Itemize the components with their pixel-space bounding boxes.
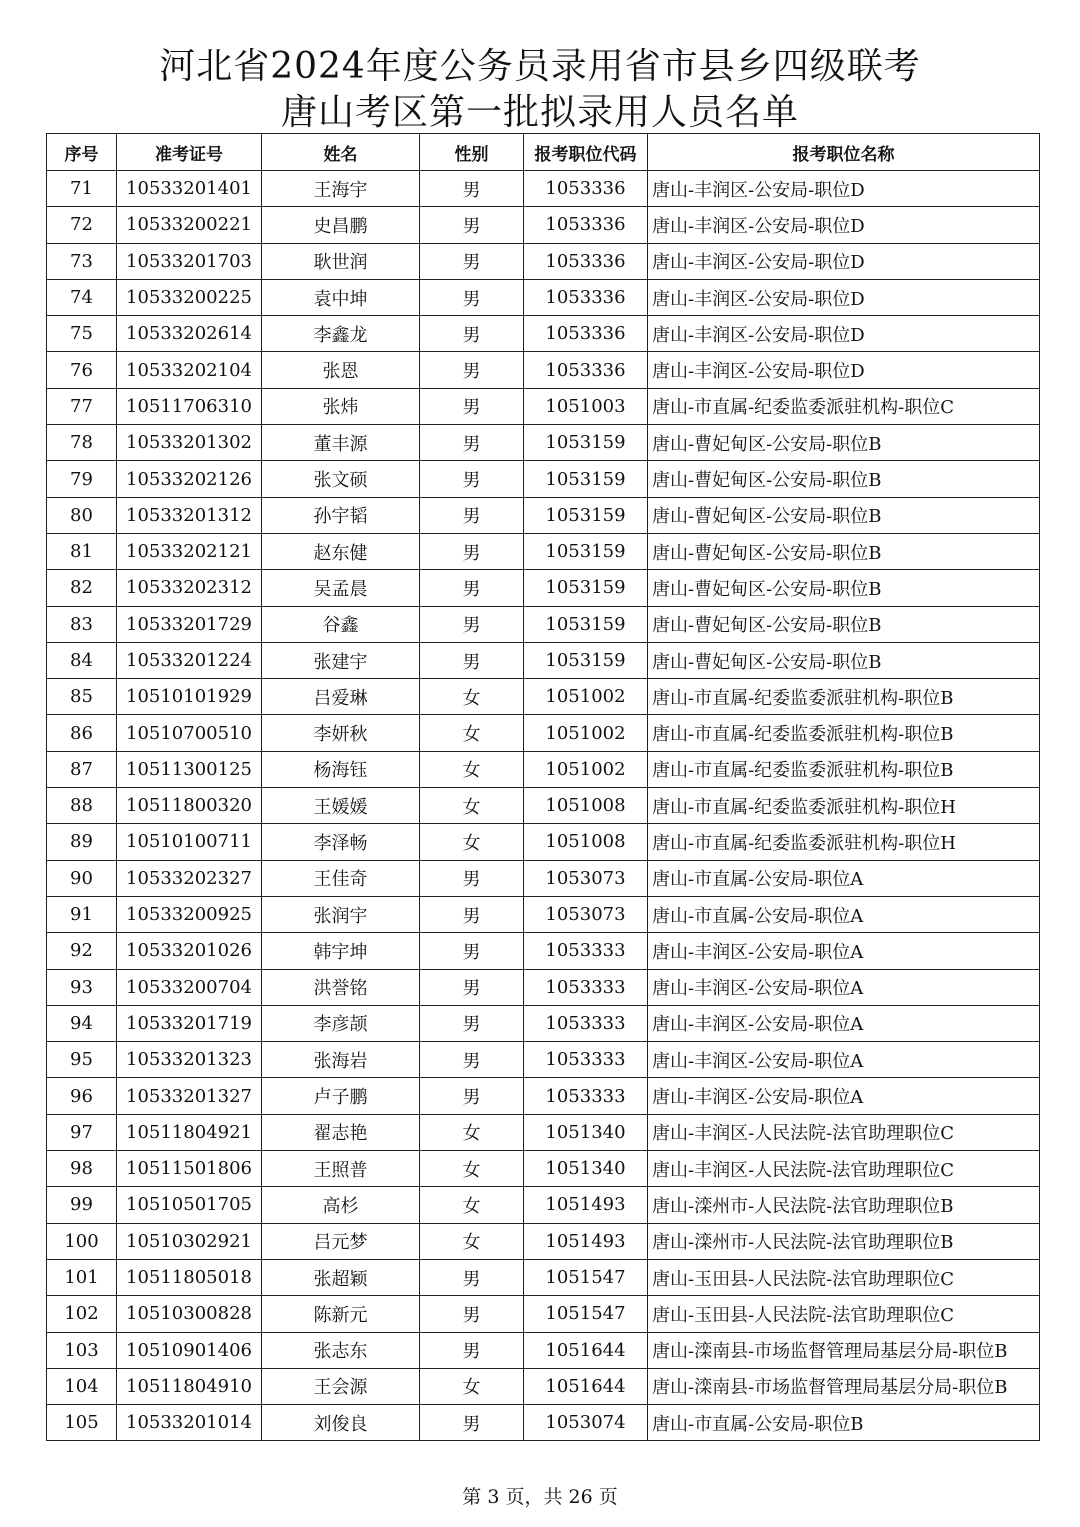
cell-position-name: 唐山-市直属-公安局-职位B [648, 1405, 1040, 1441]
table-row [47, 860, 1040, 896]
cell-gender: 女 [420, 788, 524, 824]
table-row [47, 1405, 1040, 1441]
cell-position-name: 唐山-丰润区-公安局-职位A [648, 1005, 1040, 1041]
cell-exam-id: 10511804910 [117, 1368, 262, 1404]
cell-position-name: 唐山-丰润区-公安局-职位D [648, 316, 1040, 352]
cell-gender: 男 [420, 896, 524, 932]
cell-name: 杨海钰 [262, 751, 420, 787]
cell-gender: 男 [420, 461, 524, 497]
cell-index: 89 [47, 824, 117, 860]
cell-gender: 男 [420, 1078, 524, 1114]
cell-gender: 男 [420, 1005, 524, 1041]
cell-exam-id: 10510901406 [117, 1332, 262, 1368]
cell-position-name: 唐山-丰润区-人民法院-法官助理职位C [648, 1114, 1040, 1150]
cell-position-name: 唐山-市直属-纪委监委派驻机构-职位H [648, 824, 1040, 860]
table-row [47, 751, 1040, 787]
cell-name: 赵东健 [262, 533, 420, 569]
cell-gender: 男 [420, 316, 524, 352]
cell-position-name: 唐山-曹妃甸区-公安局-职位B [648, 461, 1040, 497]
cell-position-name: 唐山-市直属-纪委监委派驻机构-职位H [648, 788, 1040, 824]
cell-name: 王佳奇 [262, 860, 420, 896]
cell-name: 高杉 [262, 1187, 420, 1223]
table-row [47, 1259, 1040, 1295]
cell-gender: 男 [420, 933, 524, 969]
cell-position-code: 1053159 [524, 497, 648, 533]
table-row [47, 1042, 1040, 1078]
cell-name: 李鑫龙 [262, 316, 420, 352]
cell-name: 王照普 [262, 1151, 420, 1187]
cell-index: 77 [47, 388, 117, 424]
table-row [47, 461, 1040, 497]
table-row [47, 969, 1040, 1005]
cell-index: 71 [47, 171, 117, 207]
cell-index: 105 [47, 1405, 117, 1441]
cell-gender: 男 [420, 1042, 524, 1078]
cell-exam-id: 10533202614 [117, 316, 262, 352]
cell-position-code: 1053073 [524, 896, 648, 932]
cell-index: 86 [47, 715, 117, 751]
table-header-row [47, 134, 1040, 171]
cell-index: 96 [47, 1078, 117, 1114]
cell-position-code: 1053074 [524, 1405, 648, 1441]
cell-position-code: 1053159 [524, 606, 648, 642]
cell-gender: 男 [420, 243, 524, 279]
cell-name: 张海岩 [262, 1042, 420, 1078]
cell-position-name: 唐山-丰润区-公安局-职位D [648, 279, 1040, 315]
cell-position-code: 1051002 [524, 679, 648, 715]
cell-name: 袁中坤 [262, 279, 420, 315]
cell-position-name: 唐山-丰润区-公安局-职位A [648, 1078, 1040, 1114]
cell-exam-id: 10510501705 [117, 1187, 262, 1223]
cell-exam-id: 10511800320 [117, 788, 262, 824]
cell-name: 张超颖 [262, 1259, 420, 1295]
cell-position-name: 唐山-市直属-公安局-职位A [648, 896, 1040, 932]
cell-gender: 男 [420, 207, 524, 243]
cell-exam-id: 10510300828 [117, 1296, 262, 1332]
cell-position-name: 唐山-滦州市-人民法院-法官助理职位B [648, 1187, 1040, 1223]
cell-gender: 男 [420, 1296, 524, 1332]
cell-exam-id: 10533201312 [117, 497, 262, 533]
document-title-line2: 唐山考区第一批拟录用人员名单 [280, 92, 799, 133]
cell-index: 72 [47, 207, 117, 243]
cell-position-code: 1053336 [524, 243, 648, 279]
cell-name: 谷鑫 [262, 606, 420, 642]
cell-gender: 男 [420, 533, 524, 569]
cell-index: 101 [47, 1259, 117, 1295]
cell-exam-id: 10511706310 [117, 388, 262, 424]
cell-name: 韩宇坤 [262, 933, 420, 969]
page-footer: 第 3 页，共 26 页 [462, 1486, 618, 1508]
cell-index: 78 [47, 425, 117, 461]
cell-position-code: 1051644 [524, 1368, 648, 1404]
header-name: 姓名 [262, 134, 420, 171]
cell-gender: 男 [420, 1332, 524, 1368]
cell-position-code: 1051493 [524, 1223, 648, 1259]
cell-exam-id: 10533201224 [117, 642, 262, 678]
cell-gender: 男 [420, 497, 524, 533]
cell-index: 104 [47, 1368, 117, 1404]
cell-exam-id: 10533200925 [117, 896, 262, 932]
cell-gender: 男 [420, 642, 524, 678]
cell-name: 吕元梦 [262, 1223, 420, 1259]
table-row [47, 679, 1040, 715]
cell-name: 李彦颉 [262, 1005, 420, 1041]
table-row [47, 207, 1040, 243]
cell-name: 张志东 [262, 1332, 420, 1368]
cell-exam-id: 10511300125 [117, 751, 262, 787]
cell-index: 90 [47, 860, 117, 896]
cell-position-code: 1053336 [524, 207, 648, 243]
header-index: 序号 [47, 134, 117, 171]
document-title-line1: 河北省2024年度公务员录用省市县乡四级联考 [159, 46, 921, 87]
cell-gender: 女 [420, 1187, 524, 1223]
cell-index: 79 [47, 461, 117, 497]
header-exam-id: 准考证号 [117, 134, 262, 171]
cell-position-code: 1053159 [524, 570, 648, 606]
cell-gender: 女 [420, 1151, 524, 1187]
cell-index: 91 [47, 896, 117, 932]
cell-index: 83 [47, 606, 117, 642]
cell-name: 吕爱琳 [262, 679, 420, 715]
header-gender: 性别 [420, 134, 524, 171]
cell-index: 100 [47, 1223, 117, 1259]
table-row [47, 425, 1040, 461]
cell-index: 75 [47, 316, 117, 352]
cell-exam-id: 10533201719 [117, 1005, 262, 1041]
cell-name: 翟志艳 [262, 1114, 420, 1150]
cell-position-name: 唐山-滦南县-市场监督管理局基层分局-职位B [648, 1332, 1040, 1368]
cell-exam-id: 10510700510 [117, 715, 262, 751]
cell-position-code: 1051547 [524, 1259, 648, 1295]
cell-name: 李泽畅 [262, 824, 420, 860]
cell-exam-id: 10511805018 [117, 1259, 262, 1295]
cell-position-name: 唐山-市直属-纪委监委派驻机构-职位B [648, 751, 1040, 787]
cell-exam-id: 10533201323 [117, 1042, 262, 1078]
cell-position-name: 唐山-玉田县-人民法院-法官助理职位C [648, 1259, 1040, 1295]
cell-name: 张炜 [262, 388, 420, 424]
cell-position-code: 1053336 [524, 352, 648, 388]
cell-position-name: 唐山-曹妃甸区-公安局-职位B [648, 570, 1040, 606]
cell-position-name: 唐山-市直属-纪委监委派驻机构-职位B [648, 679, 1040, 715]
cell-exam-id: 10533201729 [117, 606, 262, 642]
cell-position-name: 唐山-丰润区-公安局-职位A [648, 969, 1040, 1005]
cell-gender: 男 [420, 969, 524, 1005]
cell-exam-id: 10533201302 [117, 425, 262, 461]
cell-exam-id: 10533201014 [117, 1405, 262, 1441]
cell-gender: 男 [420, 388, 524, 424]
cell-position-name: 唐山-市直属-纪委监委派驻机构-职位C [648, 388, 1040, 424]
cell-position-name: 唐山-曹妃甸区-公安局-职位B [648, 425, 1040, 461]
cell-position-code: 1051644 [524, 1332, 648, 1368]
cell-position-code: 1051493 [524, 1187, 648, 1223]
cell-name: 刘俊良 [262, 1405, 420, 1441]
cell-index: 103 [47, 1332, 117, 1368]
cell-name: 张润宇 [262, 896, 420, 932]
cell-exam-id: 10510302921 [117, 1223, 262, 1259]
cell-position-name: 唐山-丰润区-人民法院-法官助理职位C [648, 1151, 1040, 1187]
cell-name: 陈新元 [262, 1296, 420, 1332]
cell-gender: 女 [420, 824, 524, 860]
table-row [47, 896, 1040, 932]
cell-gender: 男 [420, 1405, 524, 1441]
table-row [47, 1332, 1040, 1368]
cell-index: 95 [47, 1042, 117, 1078]
header-position-name: 报考职位名称 [648, 134, 1040, 171]
table-row [47, 715, 1040, 751]
cell-position-code: 1053159 [524, 461, 648, 497]
table-row [47, 497, 1040, 533]
table-row [47, 316, 1040, 352]
table-row [47, 824, 1040, 860]
table-row [47, 243, 1040, 279]
cell-position-code: 1051547 [524, 1296, 648, 1332]
cell-index: 98 [47, 1151, 117, 1187]
cell-exam-id: 10533201026 [117, 933, 262, 969]
table-row [47, 1078, 1040, 1114]
table-row [47, 1368, 1040, 1404]
cell-gender: 女 [420, 1223, 524, 1259]
cell-index: 85 [47, 679, 117, 715]
cell-position-name: 唐山-滦州市-人民法院-法官助理职位B [648, 1223, 1040, 1259]
cell-position-code: 1051008 [524, 824, 648, 860]
cell-position-code: 1051340 [524, 1151, 648, 1187]
table-row [47, 352, 1040, 388]
cell-position-name: 唐山-丰润区-公安局-职位A [648, 1042, 1040, 1078]
table-row [47, 1114, 1040, 1150]
cell-gender: 男 [420, 352, 524, 388]
cell-position-name: 唐山-丰润区-公安局-职位D [648, 352, 1040, 388]
cell-exam-id: 10533201401 [117, 171, 262, 207]
cell-index: 92 [47, 933, 117, 969]
table-body [47, 171, 1040, 1441]
cell-position-name: 唐山-丰润区-公安局-职位A [648, 933, 1040, 969]
cell-gender: 女 [420, 1368, 524, 1404]
table-row [47, 171, 1040, 207]
cell-exam-id: 10511804921 [117, 1114, 262, 1150]
cell-index: 87 [47, 751, 117, 787]
table-row [47, 570, 1040, 606]
table-row [47, 1151, 1040, 1187]
cell-position-name: 唐山-市直属-纪委监委派驻机构-职位B [648, 715, 1040, 751]
cell-position-name: 唐山-滦南县-市场监督管理局基层分局-职位B [648, 1368, 1040, 1404]
cell-exam-id: 10533200704 [117, 969, 262, 1005]
cell-gender: 男 [420, 171, 524, 207]
cell-gender: 女 [420, 715, 524, 751]
cell-position-code: 1053336 [524, 171, 648, 207]
cell-exam-id: 10533200221 [117, 207, 262, 243]
cell-name: 张建宇 [262, 642, 420, 678]
cell-position-code: 1053333 [524, 1042, 648, 1078]
cell-exam-id: 10510101929 [117, 679, 262, 715]
cell-exam-id: 10533202104 [117, 352, 262, 388]
cell-index: 93 [47, 969, 117, 1005]
cell-index: 82 [47, 570, 117, 606]
table-row [47, 388, 1040, 424]
cell-gender: 男 [420, 1259, 524, 1295]
cell-index: 84 [47, 642, 117, 678]
cell-name: 卢子鹏 [262, 1078, 420, 1114]
cell-position-code: 1053333 [524, 1005, 648, 1041]
cell-name: 耿世润 [262, 243, 420, 279]
cell-position-name: 唐山-玉田县-人民法院-法官助理职位C [648, 1296, 1040, 1332]
cell-position-code: 1053336 [524, 279, 648, 315]
cell-position-name: 唐山-曹妃甸区-公安局-职位B [648, 497, 1040, 533]
cell-name: 孙宇韬 [262, 497, 420, 533]
cell-name: 王媛媛 [262, 788, 420, 824]
cell-index: 99 [47, 1187, 117, 1223]
table-row [47, 606, 1040, 642]
cell-position-code: 1053333 [524, 933, 648, 969]
cell-position-name: 唐山-丰润区-公安局-职位D [648, 243, 1040, 279]
cell-position-code: 1053073 [524, 860, 648, 896]
cell-exam-id: 10533202126 [117, 461, 262, 497]
cell-position-code: 1051003 [524, 388, 648, 424]
table-row [47, 1223, 1040, 1259]
cell-gender: 女 [420, 1114, 524, 1150]
table-row [47, 1005, 1040, 1041]
cell-position-code: 1053159 [524, 425, 648, 461]
cell-gender: 男 [420, 860, 524, 896]
cell-gender: 男 [420, 570, 524, 606]
cell-position-name: 唐山-丰润区-公安局-职位D [648, 171, 1040, 207]
table-row [47, 533, 1040, 569]
cell-position-code: 1051002 [524, 715, 648, 751]
cell-name: 董丰源 [262, 425, 420, 461]
cell-name: 吴孟晨 [262, 570, 420, 606]
cell-name: 李妍秋 [262, 715, 420, 751]
cell-position-code: 1051002 [524, 751, 648, 787]
cell-exam-id: 10511501806 [117, 1151, 262, 1187]
cell-position-code: 1051340 [524, 1114, 648, 1150]
cell-gender: 女 [420, 679, 524, 715]
cell-exam-id: 10533201703 [117, 243, 262, 279]
cell-gender: 女 [420, 751, 524, 787]
cell-position-name: 唐山-丰润区-公安局-职位D [648, 207, 1040, 243]
table-row [47, 279, 1040, 315]
cell-position-name: 唐山-曹妃甸区-公安局-职位B [648, 533, 1040, 569]
cell-index: 94 [47, 1005, 117, 1041]
cell-position-code: 1051008 [524, 788, 648, 824]
header-position-code: 报考职位代码 [524, 134, 648, 171]
cell-index: 73 [47, 243, 117, 279]
cell-gender: 男 [420, 279, 524, 315]
cell-index: 74 [47, 279, 117, 315]
table-row [47, 788, 1040, 824]
cell-name: 王海宇 [262, 171, 420, 207]
cell-index: 81 [47, 533, 117, 569]
cell-index: 76 [47, 352, 117, 388]
cell-index: 97 [47, 1114, 117, 1150]
cell-name: 王会源 [262, 1368, 420, 1404]
cell-name: 张恩 [262, 352, 420, 388]
cell-exam-id: 10510100711 [117, 824, 262, 860]
cell-exam-id: 10533202312 [117, 570, 262, 606]
cell-index: 80 [47, 497, 117, 533]
cell-gender: 男 [420, 425, 524, 461]
cell-exam-id: 10533202121 [117, 533, 262, 569]
table-row [47, 933, 1040, 969]
cell-exam-id: 10533201327 [117, 1078, 262, 1114]
cell-position-code: 1053159 [524, 533, 648, 569]
cell-name: 张文硕 [262, 461, 420, 497]
cell-position-name: 唐山-曹妃甸区-公安局-职位B [648, 606, 1040, 642]
table-row [47, 642, 1040, 678]
cell-position-code: 1053336 [524, 316, 648, 352]
cell-index: 102 [47, 1296, 117, 1332]
cell-position-code: 1053159 [524, 642, 648, 678]
cell-index: 88 [47, 788, 117, 824]
cell-gender: 男 [420, 606, 524, 642]
candidate-table [46, 133, 1040, 1441]
table-row [47, 1187, 1040, 1223]
cell-position-code: 1053333 [524, 1078, 648, 1114]
cell-position-code: 1053333 [524, 969, 648, 1005]
cell-exam-id: 10533200225 [117, 279, 262, 315]
cell-exam-id: 10533202327 [117, 860, 262, 896]
table-row [47, 1296, 1040, 1332]
cell-name: 史昌鹏 [262, 207, 420, 243]
cell-position-name: 唐山-曹妃甸区-公安局-职位B [648, 642, 1040, 678]
cell-name: 洪誉铭 [262, 969, 420, 1005]
cell-position-name: 唐山-市直属-公安局-职位A [648, 860, 1040, 896]
